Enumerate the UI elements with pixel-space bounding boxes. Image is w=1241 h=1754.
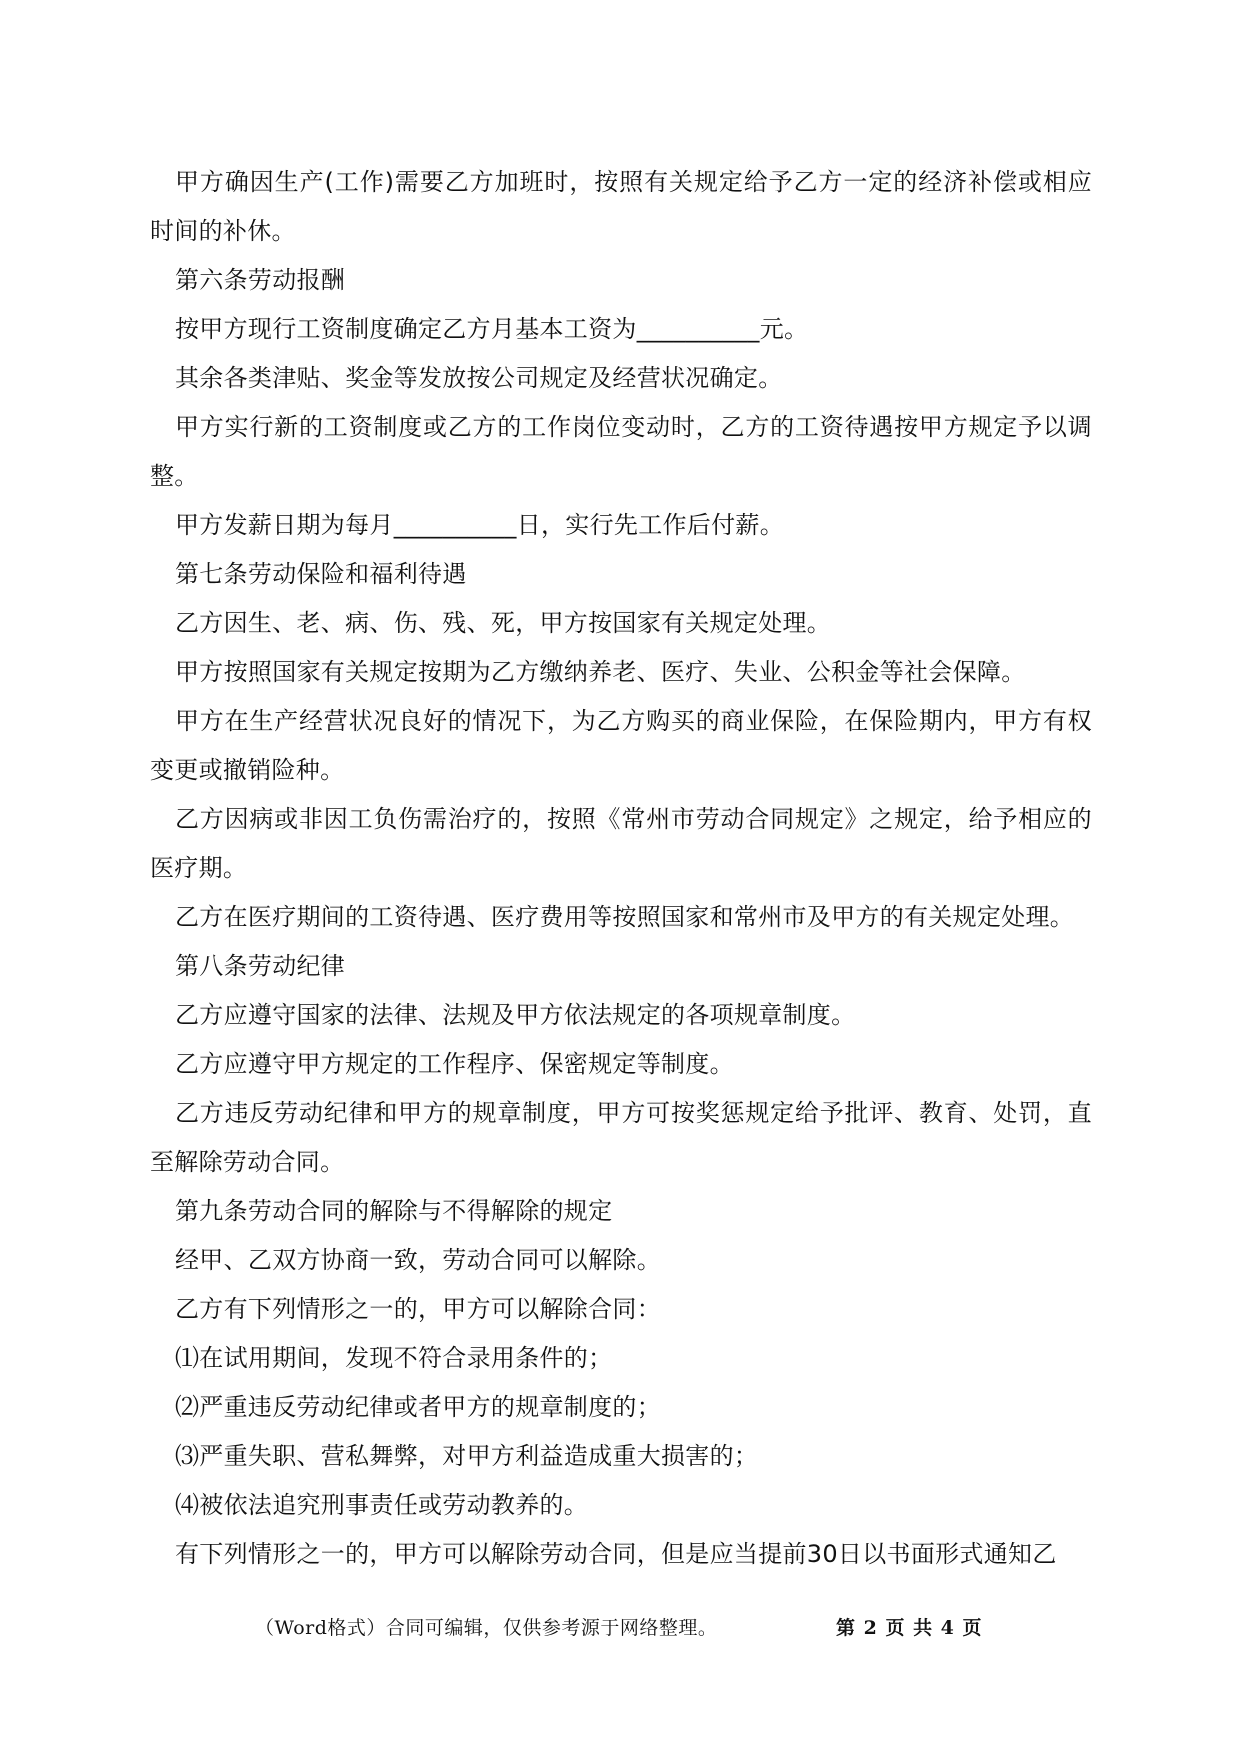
paragraph: 甲方确因生产(工作)需要乙方加班时，按照有关规定给予乙方一定的经济补偿或相应时间的补休。 [150, 168, 1092, 245]
footer-note: （Word格式）合同可编辑，仅供参考源于网络整理。 [255, 1617, 718, 1639]
paragraph: 甲方实行新的工资制度或乙方的工作岗位变动时，乙方的工资待遇按甲方规定予以调整。 [150, 413, 1092, 490]
paragraph: ⑷被依法追究刑事责任或劳动教养的。 [175, 1491, 589, 1519]
paragraph: 按甲方现行工资制度确定乙方月基本工资为__________元。 [175, 315, 809, 343]
paragraph: 第六条劳动报酬 [175, 266, 346, 294]
paragraph: 甲方在生产经营状况良好的情况下，为乙方购买的商业保险，在保险期内，甲方有权变更或撤销险种。 [150, 707, 1092, 784]
paragraph: 乙方因生、老、病、伤、残、死，甲方按国家有关规定处理。 [175, 609, 832, 637]
paragraph: 乙方应遵守国家的法律、法规及甲方依法规定的各项规章制度。 [175, 1001, 856, 1029]
paragraph: 第八条劳动纪律 [175, 952, 346, 980]
page-number: 第 2 页 共 4 页 [836, 1617, 983, 1639]
paragraph: 乙方违反劳动纪律和甲方的规章制度，甲方可按奖惩规定给予批评、教育、处罚，直至解除劳动合同。 [150, 1099, 1092, 1176]
document-body [150, 158, 1092, 1579]
page-footer [0, 1613, 1241, 1643]
paragraph: ⑴在试用期间，发现不符合录用条件的； [175, 1344, 613, 1372]
paragraph: 第九条劳动合同的解除与不得解除的规定 [175, 1197, 613, 1225]
paragraph: ⑵严重违反劳动纪律或者甲方的规章制度的； [175, 1393, 661, 1421]
paragraph: 其余各类津贴、奖金等发放按公司规定及经营状况确定。 [175, 364, 783, 392]
paragraph: 有下列情形之一的，甲方可以解除劳动合同，但是应当提前30日以书面形式通知乙 [175, 1540, 1057, 1568]
paragraph: ⑶严重失职、营私舞弊，对甲方利益造成重大损害的； [175, 1442, 759, 1470]
paragraph: 甲方按照国家有关规定按期为乙方缴纳养老、医疗、失业、公积金等社会保障。 [175, 658, 1026, 686]
paragraph: 乙方在医疗期间的工资待遇、医疗费用等按照国家和常州市及甲方的有关规定处理。 [175, 903, 1075, 931]
paragraph: 第七条劳动保险和福利待遇 [175, 560, 467, 588]
paragraph: 乙方因病或非因工负伤需治疗的，按照《常州市劳动合同规定》之规定，给予相应的医疗期。 [150, 805, 1092, 882]
paragraph: 乙方应遵守甲方规定的工作程序、保密规定等制度。 [175, 1050, 734, 1078]
paragraph: 经甲、乙双方协商一致，劳动合同可以解除。 [175, 1246, 661, 1274]
paragraph: 甲方发薪日期为每月__________日，实行先工作后付薪。 [175, 511, 784, 539]
paragraph: 乙方有下列情形之一的，甲方可以解除合同： [175, 1295, 661, 1323]
